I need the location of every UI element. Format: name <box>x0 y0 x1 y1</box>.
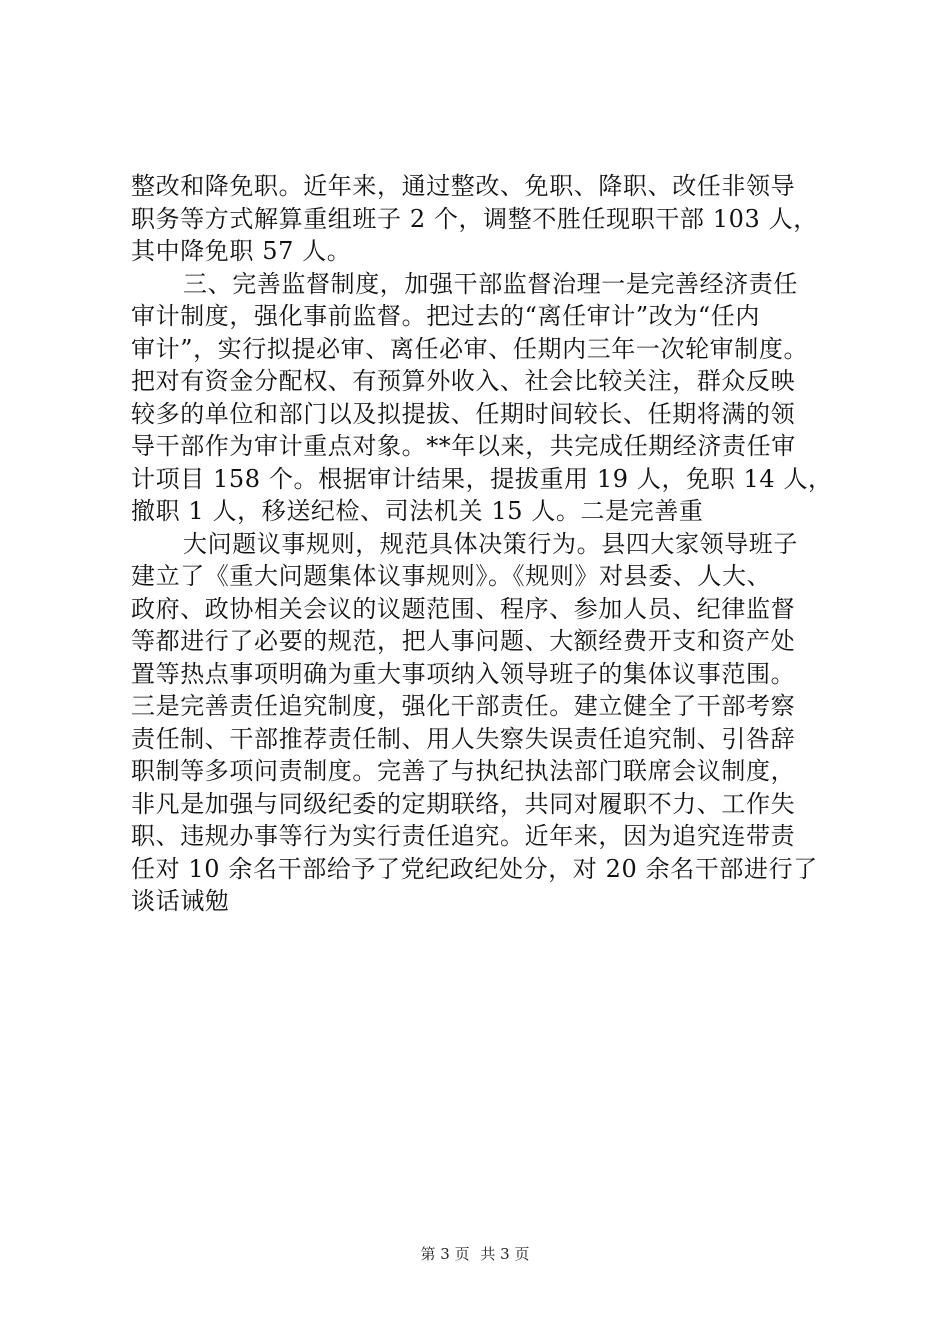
text-line: 责任制、干部推荐责任制、用人失察失误责任追究制、引咎辞 <box>131 724 796 753</box>
text-line: 置等热点事项明确为重大事项纳入领导班子的集体议事范围。 <box>131 659 796 688</box>
text-line: 职务等方式解算重组班子 2 个，调整不胜任现职干部 103 人， <box>131 204 818 233</box>
text-line: 撤职 1 人，移送纪检、司法机关 15 人。二是完善重 <box>131 497 704 525</box>
text-line: 非凡是加强与同级纪委的定期联络，共同对履职不力、工作失 <box>131 789 796 818</box>
text-line: 计项目 158 个。根据审计结果，提拔重用 19 人，免职 14 人， <box>131 464 833 493</box>
body-text <box>131 170 843 918</box>
text-line: 建立了《重大问题集体议事规则》。《规则》对县委、人大、 <box>131 562 772 590</box>
text-line: 审计制度，强化事前监督。把过去的“离任审计”改为“任内 <box>131 302 761 330</box>
paragraph-start-line: 大问题议事规则，规范具体决策行为。县四大家领导班子 <box>183 529 798 558</box>
text-line: 三是完善责任追究制度，强化干部责任。建立健全了干部考察 <box>131 692 796 720</box>
text-line: 等都进行了必要的规范，把人事问题、大额经费开支和资产处 <box>131 627 796 655</box>
page-footer <box>0 1244 950 1264</box>
text-line: 其中降免职 57 人。 <box>131 237 352 265</box>
text-line: 职制等多项问责制度。完善了与执纪执法部门联席会议制度， <box>131 757 796 785</box>
text-line: 职、违规办事等行为实行责任追究。近年来，因为追究连带责 <box>131 822 796 850</box>
text-line: 导干部作为审计重点对象。**年以来，共完成任期经济责任审 <box>131 432 796 460</box>
text-line: 较多的单位和部门以及拟提拔、任期时间较长、任期将满的领 <box>131 399 796 428</box>
text-line: 把对有资金分配权、有预算外收入、社会比较关注，群众反映 <box>131 367 796 395</box>
text-line: 任对 10 余名干部给予了党纪政纪处分，对 20 余名干部进行了 <box>131 854 818 883</box>
paragraph-start-line: 三、完善监督制度，加强干部监督治理一是完善经济责任 <box>183 269 798 298</box>
text-line: 审计”，实行拟提必审、离任必审、任期内三年一次轮审制度。 <box>131 334 809 363</box>
text-line: 政府、政协相关会议的议题范围、程序、参加人员、纪律监督 <box>131 594 796 623</box>
text-line: 谈话诫勉 <box>131 887 230 915</box>
text-line: 整改和降免职。近年来，通过整改、免职、降职、改任非领导 <box>131 172 796 200</box>
page-total: 共 3 页 <box>480 1245 530 1263</box>
page-number: 第 3 页 <box>420 1245 470 1263</box>
